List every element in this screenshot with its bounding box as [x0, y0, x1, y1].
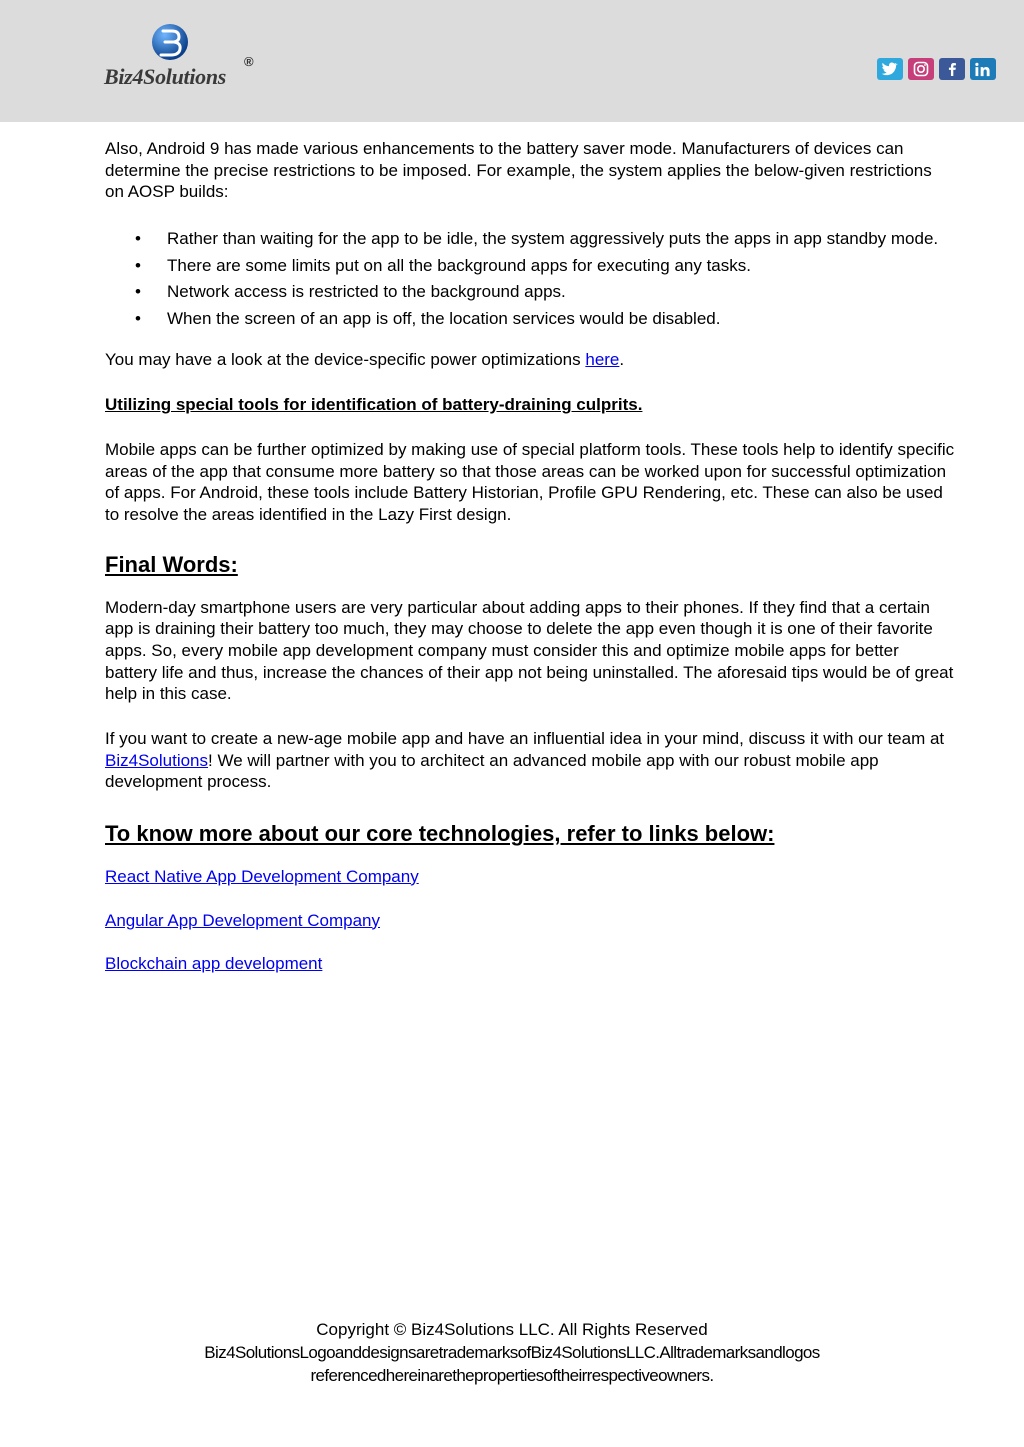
cta-paragraph — [105, 728, 955, 793]
final-words-heading: Final Words: — [105, 551, 238, 577]
links-heading: To know more about our core technologies, refer to links below: — [105, 821, 775, 847]
restrictions-list — [105, 226, 955, 331]
biz4solutions-link[interactable]: Biz4Solutions — [105, 750, 209, 770]
registered-mark: ® — [244, 54, 254, 69]
list-item: • When the screen of an app is off, the location services would be disabled. — [105, 306, 955, 331]
logo-text: Biz4Solutions — [104, 64, 227, 89]
instagram-icon[interactable] — [908, 58, 934, 80]
page-footer — [0, 1318, 1024, 1387]
twitter-icon[interactable] — [877, 58, 903, 80]
device-optimizations-text: You may have a look at the device-specific power optimizations — [105, 349, 586, 369]
final-words-paragraph: Modern-day smartphone users are very particular about adding apps to their phones. If they find that a certain app is draining their battery too much, they may choose to delete the app even though it is one of their favorite apps. So, every mobile app development company must consider this and optimize mobile apps for better battery life and thus, increase the chances of their app not being uninstalled. The aforesaid tips would be of great help in this case. — [105, 597, 954, 704]
angular-link[interactable]: Angular App Development Company — [105, 910, 380, 930]
logo-mark-icon — [150, 22, 190, 62]
list-item: • There are some limits put on all the background apps for executing any tasks. — [105, 253, 955, 278]
linkedin-icon[interactable] — [970, 58, 996, 80]
copyright-text: Copyright © Biz4Solutions LLC. All Rights Reserved — [316, 1320, 708, 1339]
company-logo[interactable] — [104, 22, 264, 92]
trademark-text-2: referencedhereinarethepropertiesoftheirrespectiveowners. — [310, 1366, 714, 1385]
social-links — [877, 58, 996, 82]
list-item: • Rather than waiting for the app to be idle, the system aggressively puts the apps in app standby mode. — [105, 226, 955, 251]
facebook-icon[interactable] — [939, 58, 965, 80]
document-body — [105, 138, 955, 997]
tools-subheading: Utilizing special tools for identification of battery-draining culprits. — [105, 395, 643, 415]
cta-text: If you want to create a new-age mobile app and have an influential idea in your mind, discuss it with our team at — [105, 729, 945, 749]
react-native-link[interactable]: React Native App Development Company — [105, 866, 419, 886]
trademark-text: Biz4SolutionsLogoanddesignsaretrademarksofBiz4SolutionsLLC.Alltrademarksandlogos — [204, 1343, 820, 1362]
technology-links — [105, 866, 955, 975]
intro-paragraph: Also, Android 9 has made various enhancements to the battery saver mode. Manufacturers of devices can determine the precise restrictions to be imposed. For example, the system applies the below-given restrictions on AOSP builds: — [105, 139, 932, 202]
device-optimizations-end: . — [619, 349, 625, 369]
tools-paragraph: Mobile apps can be further optimized by making use of special platform tools. These tools help to identify specific areas of the app that consume more battery so that those areas can be worked upon for successful optimization of apps. For Android, these tools include Battery Historian, Profile GPU Rendering, etc. These can also be used to resolve the areas identified in the Lazy First design. — [105, 440, 955, 525]
here-link[interactable]: here — [585, 349, 620, 369]
blockchain-link[interactable]: Blockchain app development — [105, 954, 323, 974]
page-header — [0, 0, 1024, 122]
cta-text-end: ! We will partner with you to architect an advanced mobile app with our robust mobile app development process. — [105, 750, 879, 792]
list-item: • Network access is restricted to the background apps. — [105, 279, 955, 304]
device-optimizations-paragraph — [105, 349, 955, 371]
